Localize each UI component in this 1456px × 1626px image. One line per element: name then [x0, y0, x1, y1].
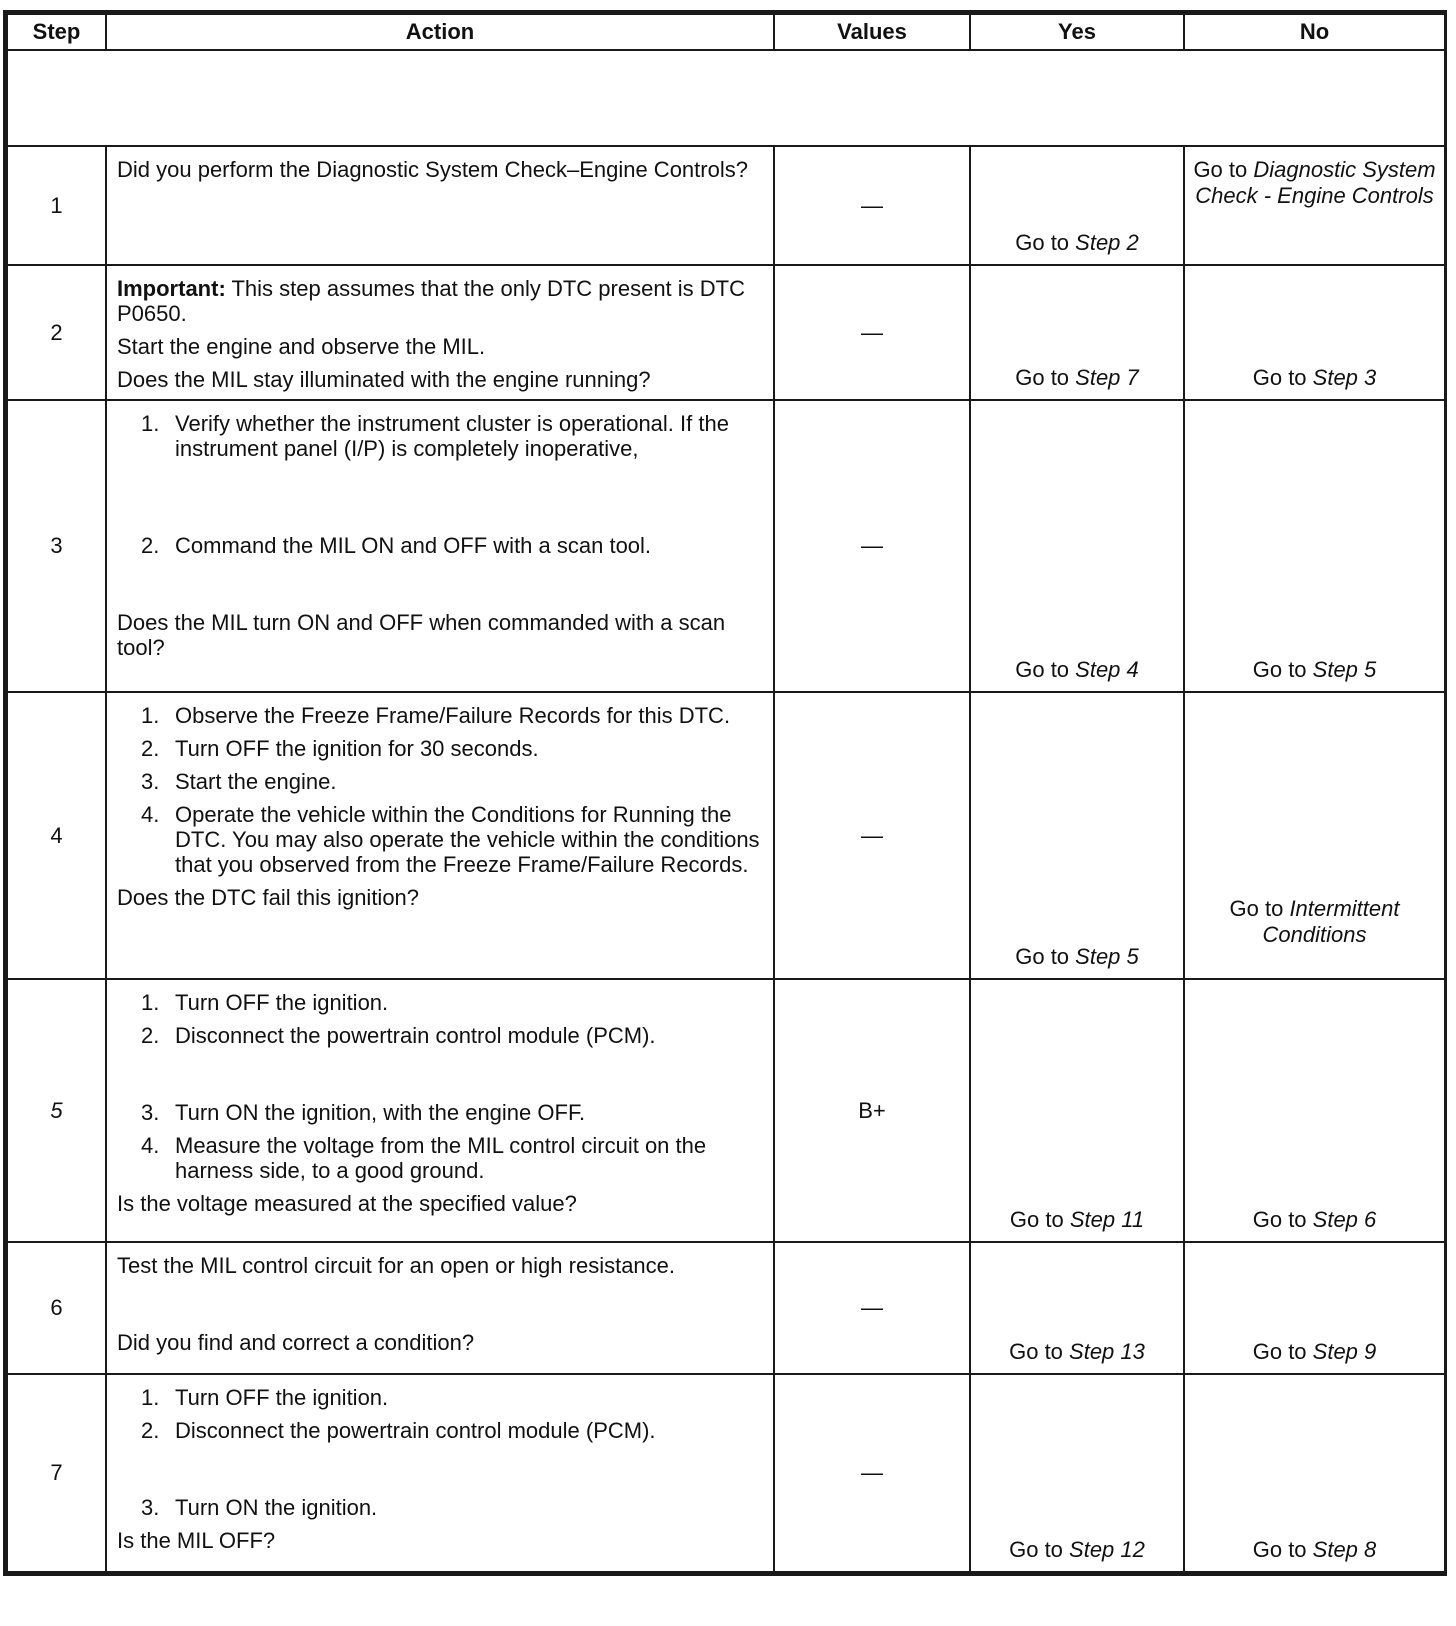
- no-link[interactable]: Step 5: [1312, 657, 1377, 682]
- yes-link[interactable]: Step 12: [1069, 1537, 1145, 1562]
- important-text: This step assumes that the only DTC present is DTC P0650.: [117, 276, 745, 326]
- action-text: Did you perform the Diagnostic System Check–Engine Controls?: [117, 157, 748, 182]
- action-list: [117, 990, 763, 1183]
- action-cell: [106, 979, 774, 1242]
- step-number: 6: [7, 1242, 106, 1374]
- diagnostic-table-frame: [3, 10, 1447, 1576]
- yes-cell: [970, 692, 1184, 979]
- table-row: [7, 146, 1445, 265]
- action-list: [117, 411, 763, 558]
- header-yes: Yes: [970, 14, 1184, 50]
- table-row: [7, 979, 1445, 1242]
- table-row: [7, 265, 1445, 400]
- header-values: Values: [774, 14, 970, 50]
- no-prefix: Go to: [1229, 896, 1290, 921]
- list-item: 4. Measure the voltage from the MIL control circuit on the harness side, to a good ground.: [141, 1133, 707, 1183]
- yes-cell: [970, 146, 1184, 265]
- step-number: 5: [7, 979, 106, 1242]
- yes-link[interactable]: Step 4: [1075, 657, 1139, 682]
- yes-cell: [970, 1242, 1184, 1374]
- action-cell: [106, 1374, 774, 1572]
- yes-cell: [970, 1374, 1184, 1572]
- no-prefix: Go to: [1252, 365, 1313, 390]
- value-cell: —: [774, 1374, 970, 1572]
- question-text: Does the MIL turn ON and OFF when commanded with a scan tool?: [117, 610, 726, 660]
- no-link[interactable]: Diagnostic System Check - Engine Controls: [1195, 157, 1436, 208]
- value-cell: B+: [774, 979, 970, 1242]
- yes-prefix: Go to: [1009, 1339, 1070, 1364]
- action-cell: [106, 692, 774, 979]
- no-link[interactable]: Step 8: [1312, 1537, 1377, 1562]
- step-number: 7: [7, 1374, 106, 1572]
- header-no: No: [1184, 14, 1445, 50]
- action-text: Test the MIL control circuit for an open or high resistance.: [117, 1253, 676, 1278]
- yes-prefix: Go to: [1015, 657, 1076, 682]
- yes-link[interactable]: Step 5: [1075, 944, 1139, 969]
- list-item: 1. Observe the Freeze Frame/Failure Records for this DTC.: [141, 703, 731, 728]
- question-text: Is the MIL OFF?: [117, 1528, 276, 1553]
- question-text: Does the DTC fail this ignition?: [117, 885, 420, 910]
- action-cell: [106, 265, 774, 400]
- yes-link[interactable]: Step 11: [1069, 1207, 1145, 1232]
- value-cell: —: [774, 692, 970, 979]
- no-link[interactable]: Intermittent Conditions: [1262, 896, 1400, 947]
- list-item: 3. Start the engine.: [141, 769, 337, 794]
- step-number: 3: [7, 400, 106, 692]
- no-link[interactable]: Step 9: [1312, 1339, 1377, 1364]
- yes-cell: [970, 265, 1184, 400]
- question-text: Is the voltage measured at the specified value?: [117, 1191, 577, 1216]
- value-cell: —: [774, 1242, 970, 1374]
- no-link[interactable]: Step 3: [1312, 365, 1377, 390]
- no-cell: [1184, 1242, 1445, 1374]
- table-row: [7, 692, 1445, 979]
- value-cell: —: [774, 265, 970, 400]
- yes-cell: [970, 979, 1184, 1242]
- no-prefix: Go to: [1252, 1207, 1313, 1232]
- list-item: 2. Command the MIL ON and OFF with a scan tool.: [141, 533, 652, 558]
- no-prefix: Go to: [1252, 657, 1313, 682]
- list-item: 3. Turn ON the ignition.: [141, 1495, 378, 1520]
- list-item: 4. Operate the vehicle within the Conditions for Running the DTC. You may also operate the vehicle within the conditions that you observed from the Freeze Frame/Failure Records.: [141, 802, 760, 877]
- yes-prefix: Go to: [1015, 944, 1076, 969]
- action-cell: [106, 1242, 774, 1374]
- header-action: Action: [106, 14, 774, 50]
- list-item: 2. Disconnect the powertrain control module (PCM).: [141, 1418, 656, 1443]
- yes-prefix: Go to: [1015, 365, 1076, 390]
- step-number: 1: [7, 146, 106, 265]
- no-prefix: Go to: [1252, 1339, 1313, 1364]
- yes-prefix: Go to: [1009, 1537, 1070, 1562]
- step-number: 4: [7, 692, 106, 979]
- list-item: 1. Turn OFF the ignition.: [141, 990, 389, 1015]
- action-text: Start the engine and observe the MIL.: [117, 334, 486, 359]
- action-cell: [106, 146, 774, 265]
- yes-link[interactable]: Step 13: [1069, 1339, 1145, 1364]
- table-row: [7, 1374, 1445, 1572]
- diagnostic-table: [6, 13, 1446, 1573]
- no-cell: [1184, 979, 1445, 1242]
- question-text: Did you find and correct a condition?: [117, 1330, 475, 1355]
- no-cell: [1184, 1374, 1445, 1572]
- yes-link[interactable]: Step 2: [1075, 230, 1139, 255]
- list-item: 2. Disconnect the powertrain control module (PCM).: [141, 1023, 656, 1048]
- value-cell: —: [774, 146, 970, 265]
- no-cell: [1184, 265, 1445, 400]
- action-cell: [106, 400, 774, 692]
- list-item: 1. Turn OFF the ignition.: [141, 1385, 389, 1410]
- blank-cell: [7, 50, 1445, 146]
- important-label: Important:: [117, 276, 226, 301]
- table-row: [7, 400, 1445, 692]
- yes-prefix: Go to: [1009, 1207, 1070, 1232]
- no-cell: [1184, 400, 1445, 692]
- blank-row: [7, 50, 1445, 146]
- header-step: Step: [7, 14, 106, 50]
- no-prefix: Go to: [1193, 157, 1254, 182]
- list-item: 1. Verify whether the instrument cluster is operational. If the instrument panel (I/P) is completely inoperative,: [141, 411, 729, 461]
- yes-prefix: Go to: [1015, 230, 1076, 255]
- list-item: 2. Turn OFF the ignition for 30 seconds.: [141, 736, 539, 761]
- yes-link[interactable]: Step 7: [1075, 365, 1139, 390]
- step-number: 2: [7, 265, 106, 400]
- header-row: [7, 14, 1445, 50]
- no-cell: [1184, 692, 1445, 979]
- question-text: Does the MIL stay illuminated with the engine running?: [117, 367, 651, 392]
- action-list: [117, 703, 763, 877]
- no-cell: [1184, 146, 1445, 265]
- action-list: [117, 1385, 763, 1520]
- list-item: 3. Turn ON the ignition, with the engine OFF.: [141, 1100, 586, 1125]
- value-cell: —: [774, 400, 970, 692]
- no-prefix: Go to: [1252, 1537, 1313, 1562]
- yes-cell: [970, 400, 1184, 692]
- table-row: [7, 1242, 1445, 1374]
- no-link[interactable]: Step 6: [1312, 1207, 1377, 1232]
